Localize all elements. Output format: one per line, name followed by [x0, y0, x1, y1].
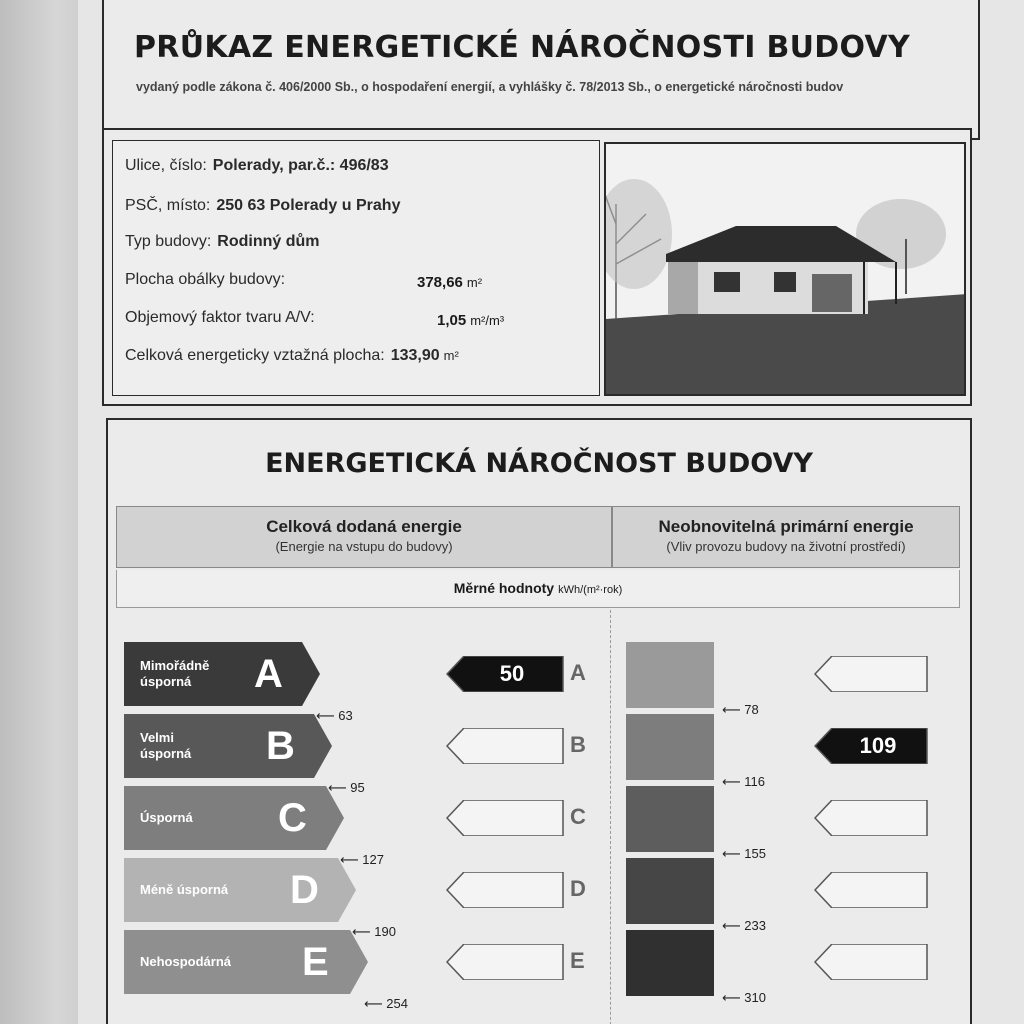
class-name-a — [140, 658, 209, 690]
delivered-threshold-c: ⟵ 127 — [340, 852, 384, 867]
primary-energy-header — [612, 506, 960, 568]
primary-energy-title: Neobnovitelná primární energie — [658, 517, 914, 536]
class-letter-d: D — [290, 868, 319, 912]
delivered-empty-marker — [446, 800, 564, 836]
primary-empty-marker — [814, 944, 928, 980]
delivered-threshold-e: ⟵ 254 — [364, 996, 408, 1011]
delivered-energy-title: Celková dodaná energie — [266, 517, 462, 536]
scale-letter-c: C — [570, 804, 586, 829]
primary-class-block-d — [626, 858, 714, 924]
primary-threshold-b: ⟵ 116 — [722, 774, 765, 789]
binder-spine — [0, 0, 80, 1024]
shape-factor-value — [437, 312, 504, 329]
envelope-value — [417, 274, 482, 291]
primary-energy-value: 109 — [859, 733, 897, 758]
class-name-b — [140, 730, 191, 762]
psc-label: PSČ, místo: — [125, 197, 211, 214]
delivered-empty-marker — [446, 872, 564, 908]
building-type-row — [125, 233, 320, 251]
class-letter-e: E — [302, 940, 329, 984]
building-info-panel — [112, 140, 600, 396]
primary-empty-marker — [814, 656, 928, 692]
energy-class-bar-a — [124, 642, 320, 708]
primary-empty-marker — [814, 872, 928, 908]
class-letter-c: C — [278, 796, 307, 840]
building-photo — [604, 142, 966, 396]
building-info-section — [102, 128, 972, 406]
primary-threshold-e: ⟵ 310 — [722, 990, 766, 1005]
primary-empty-marker — [814, 800, 928, 836]
scale-letter-e: E — [570, 948, 585, 973]
building-type-label: Typ budovy: — [125, 233, 212, 250]
building-type-value: Rodinný dům — [217, 233, 320, 250]
energy-class-bar-e — [124, 930, 368, 996]
psc-value: 250 63 Polerady u Prahy — [216, 197, 401, 214]
street-value: Polerady, par.č.: 496/83 — [212, 157, 389, 174]
primary-class-block-c — [626, 786, 714, 852]
document-page — [78, 0, 1024, 1024]
legal-subtitle: vydaný podle zákona č. 406/2000 Sb., o hospodaření energií, a vyhlášky č. 78/2013 Sb., o energetické náročnosti budov — [136, 80, 844, 94]
class-name-line2: úsporná — [140, 674, 192, 689]
reference-area-unit: m² — [443, 348, 459, 363]
column-divider — [610, 610, 611, 1024]
shape-factor-label: Objemový faktor tvaru A/V: — [125, 309, 315, 326]
delivered-threshold-a: ⟵ 63 — [316, 708, 353, 723]
scale-letter-b: B — [570, 732, 586, 757]
class-name-line1: Velmi — [140, 730, 174, 745]
primary-threshold-d: ⟵ 233 — [722, 918, 766, 933]
delivered-energy-value-marker — [446, 656, 564, 692]
envelope-label: Plocha obálky budovy: — [125, 271, 286, 288]
class-name-c — [140, 810, 193, 826]
specific-values-label: Měrné hodnoty — [453, 580, 555, 596]
energy-section-title: ENERGETICKÁ NÁROČNOST BUDOVY — [265, 448, 813, 479]
scale-letter-d: D — [570, 876, 586, 901]
primary-threshold-a: ⟵ 78 — [722, 702, 759, 717]
primary-energy-subtitle: (Vliv provozu budovy na životní prostředí) — [666, 539, 906, 554]
delivered-energy-subtitle: (Energie na vstupu do budovy) — [275, 539, 453, 554]
specific-values-unit: kWh/(m²·rok) — [558, 584, 623, 596]
class-name-line2: úsporná — [140, 746, 192, 761]
energy-class-bar-b — [124, 714, 332, 780]
certificate-header — [102, 0, 980, 140]
delivered-energy-header — [116, 506, 612, 568]
shape-factor-number: 1,05 — [437, 312, 467, 329]
specific-values-row — [116, 570, 960, 608]
class-letter-b: B — [266, 724, 295, 768]
envelope-number: 378,66 — [417, 274, 463, 291]
street-label: Ulice, číslo: — [125, 157, 207, 174]
delivered-threshold-d: ⟵ 190 — [352, 924, 396, 939]
scale-letter-a: A — [570, 660, 586, 685]
delivered-empty-marker — [446, 728, 564, 764]
primary-threshold-c: ⟵ 155 — [722, 846, 766, 861]
primary-class-block-e — [626, 930, 714, 996]
reference-area-row — [125, 347, 459, 365]
class-name-line1: Méně úsporná — [140, 882, 229, 897]
street-row — [125, 157, 389, 175]
energy-performance-section — [106, 418, 972, 1024]
energy-class-bar-c — [124, 786, 344, 852]
reference-area-label: Celková energeticky vztažná plocha: — [125, 347, 385, 364]
class-name-line1: Mimořádně — [140, 658, 210, 673]
class-letter-a: A — [254, 652, 283, 696]
primary-energy-value-marker — [814, 728, 928, 764]
delivered-energy-value: 50 — [499, 661, 525, 686]
house-illustration — [606, 144, 966, 396]
envelope-unit: m² — [466, 275, 483, 290]
primary-class-block-a — [626, 642, 714, 708]
psc-row — [125, 197, 400, 215]
primary-class-block-b — [626, 714, 714, 780]
class-name-e — [140, 954, 231, 970]
shape-factor-unit: m²/m³ — [470, 313, 505, 328]
class-name-d — [140, 882, 228, 898]
delivered-empty-marker — [446, 944, 564, 980]
page-title: PRŮKAZ ENERGETICKÉ NÁROČNOSTI BUDOVY — [134, 30, 911, 65]
class-name-line1: Úsporná — [140, 810, 193, 825]
energy-class-bar-d — [124, 858, 356, 924]
reference-area-value: 133,90 — [390, 347, 440, 364]
class-name-line1: Nehospodárná — [140, 954, 232, 969]
delivered-threshold-b: ⟵ 95 — [328, 780, 365, 795]
